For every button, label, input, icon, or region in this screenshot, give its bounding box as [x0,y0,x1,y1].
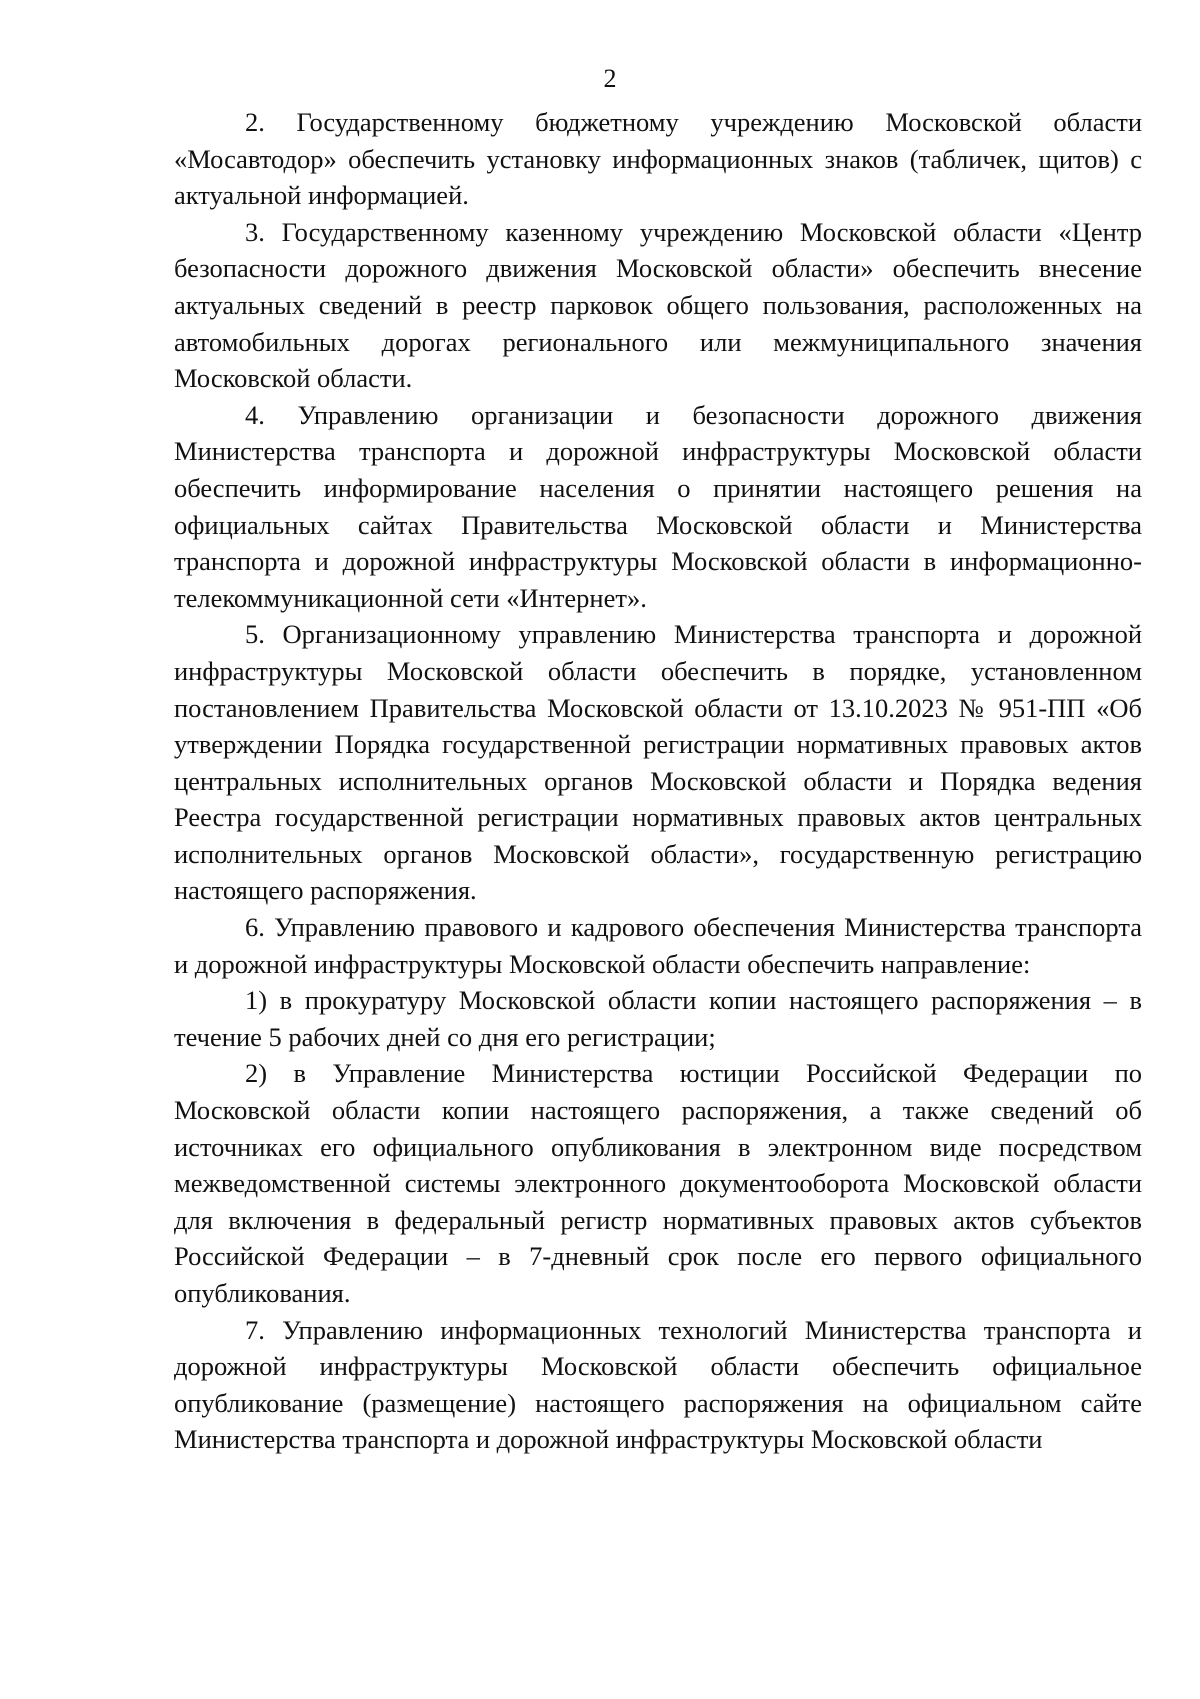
paragraph-item-6: 6. Управлению правового и кадрового обеспечения Министерства транспорта и дорожной инфраструктуры Московской области обеспечить направление: [174,912,1142,979]
paragraph-item-5: 5. Организационному управлению Министерства транспорта и дорожной инфраструктуры Московской области обеспечить в порядке, установленном постановлением Правительства Московской области от 13.10.2023 № 951-ПП «Об утверждении Порядка государственной регистрации нормативных правовых актов центральных исполнительных органов Московской области и Порядка ведения Реестра государственной регистрации нормативных правовых актов центральных исполнительных органов Московской области», государственную регистрацию настоящего распоряжения. [174,619,1142,906]
paragraph-subitem-6-2: 2) в Управление Министерства юстиции Российской Федерации по Московской области копии настоящего распоряжения, а также сведений об источниках его официального опубликования в электронном виде посредством межведомственной системы электронного документооборота Московской области для включения в федеральный регистр нормативных правовых актов субъектов Российской Федерации – в 7-дневный срок после его первого официального опубликования. [174,1058,1142,1308]
paragraph-subitem-6-1: 1) в прокуратуру Московской области копии настоящего распоряжения – в течение 5 рабочих дней со дня его регистрации; [174,985,1142,1052]
paragraph-item-3: 3. Государственному казенному учреждению Московской области «Центр безопасности дорожного движения Московской области» обеспечить внесение актуальных сведений в реестр парковок общего пользования, расположенных на автомобильных дорогах регионального или межмуниципального значения Московской области. [174,216,1142,394]
paragraph-item-4: 4. Управлению организации и безопасности дорожного движения Министерства транспорта и дорожной инфраструктуры Московской области обеспечить информирование населения о принятии настоящего решения на официальных сайтах Правительства Московской области и Министерства транспорта и дорожной инфраструктуры Московской области в информационно-телекоммуникационной сети «Интернет». [174,399,1142,613]
page-number: 2 [603,64,617,93]
paragraph-item-7: 7. Управлению информационных технологий Министерства транспорта и дорожной инфраструктуры Московской области обеспечить официальное опубликование (размещение) настоящего распоряжения на официальном сайте Министерства транспорта и дорожной инфраструктуры Московской области [174,1314,1142,1455]
paragraph-item-2: 2. Государственному бюджетному учреждению Московской области «Мосавтодор» обеспечить установку информационных знаков (табличек, щитов) с актуальной информацией. [174,107,1142,211]
document-body [174,104,1142,1458]
